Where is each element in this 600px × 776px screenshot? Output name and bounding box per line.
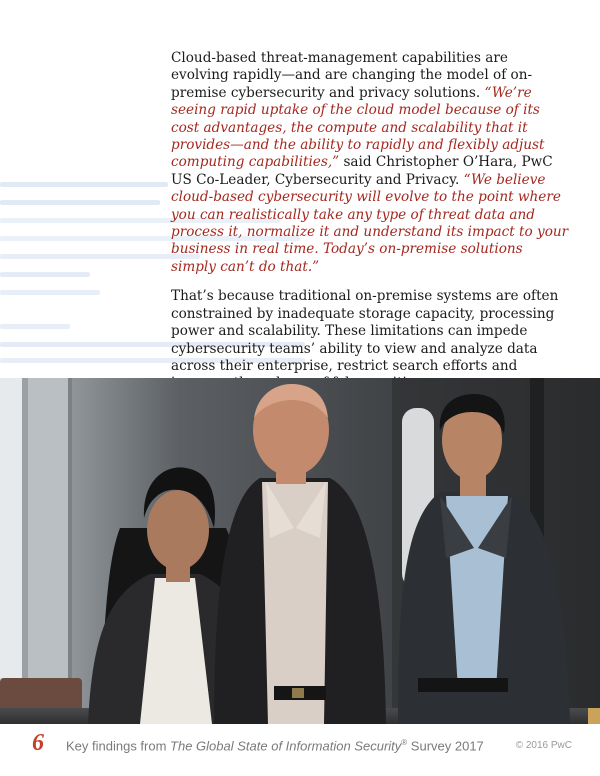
article-body xyxy=(171,50,569,405)
team-photo-illustration xyxy=(0,378,600,724)
quote-attribution: said Christopher O’Hara, PwC US Co-Leader, Cybersecurity and Privacy. xyxy=(171,154,553,188)
ohara-quote-1: “We’re seeing rapid uptake of the cloud model because of its cost advantages, the compute and scalability that it provides—and the ability to rapidly and flexibly adjust computing capabilities,” xyxy=(171,84,545,171)
page-number: 6 xyxy=(32,730,44,756)
copyright-notice: © 2016 PwC xyxy=(515,740,572,751)
paragraph-on-premise-limits: That’s because traditional on-premise systems are often constrained by inadequate storage capacity, processing power and scalability. These limitations can impede cybersecurity teams’ ability to view and analyze data across their enterprise, restrict search efforts and xyxy=(171,288,559,374)
report-title-italic: The Global State of Information Security xyxy=(170,738,402,754)
ohara-quote-2: “We believe cloud-based cybersecurity will evolve to the point where you can realistically take any type of threat data and process it, normalize it and understand its impact to your business in real time. Today’s on-premise solutions simply can’t do that.” xyxy=(171,171,569,275)
registered-mark: ® xyxy=(401,738,408,747)
paragraph-cloud-threat-management xyxy=(171,50,569,276)
team-photo xyxy=(0,378,600,724)
report-title-suffix: Survey 2017 xyxy=(407,738,484,754)
page-footer xyxy=(0,724,600,776)
report-title xyxy=(66,738,484,753)
intro-sentence: Cloud-based threat-management capabilities are evolving rapidly—and are changing the model of on-premise cybersecurity and privacy solutions. xyxy=(171,50,533,101)
report-title-prefix: Key findings from xyxy=(66,738,171,754)
